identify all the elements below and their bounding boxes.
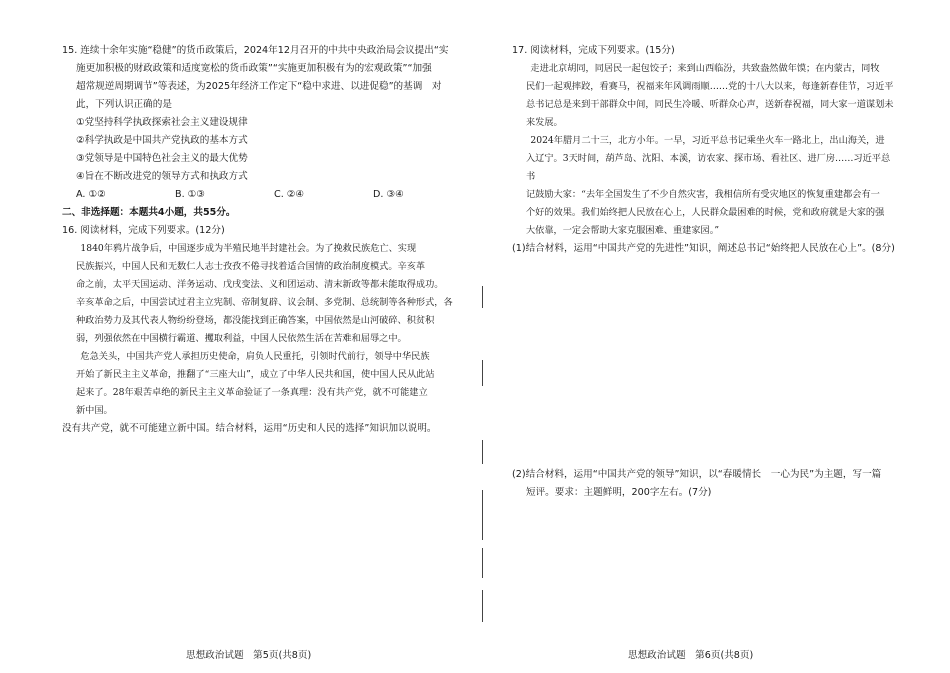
material-line: 走进北京胡同，同居民一起包饺子；来到山西临汾，共致盎然做年馍；在内蒙古，同牧 (530, 63, 880, 74)
material-line: 弱，列强依然在中国横行霸道、攫取利益，中国人民依然生活在苦难和屈辱之中。 (76, 333, 407, 344)
section-heading: 二、非选择题：本题共4小题，共55分。 (62, 207, 236, 218)
q17-material (512, 60, 898, 240)
divider-segment (482, 548, 483, 578)
choice-b: B. ①③ (175, 189, 205, 200)
question-17 (512, 42, 898, 502)
choice-a: A. ①② (76, 189, 106, 200)
q15-line: 15. 连续十余年实施“稳健”的货币政策后，2024年12月召开的中共中央政治局会议提出“实 (62, 45, 449, 56)
material-line: 民们一起观摔跤，看赛马，祝福来年风调雨顺……党的十八大以来，每逢新春佳节，习近平 (526, 81, 894, 92)
q15-choices (62, 186, 472, 204)
q16-heading: 16. 阅读材料，完成下列要求。(12分) (62, 225, 225, 236)
q15-line: 超常规逆周期调节”等表述，为2025年经济工作定下“稳中求进、以进促稳”的基调 对 (76, 81, 442, 92)
question-15 (62, 42, 472, 204)
q17-heading: 17. 阅读材料，完成下列要求。(15分) (512, 45, 675, 56)
divider-segment (482, 360, 483, 386)
q17-sub2-line: (2)结合材料，运用“中国共产党的领导”知识，以“春暖情长 一心为民”为主题，写一篇 (512, 469, 882, 480)
material-line: 总书记总是来到干部群众中间，同民生冷暖、听群众心声，送新春祝福，同大家一道谋划未 (526, 99, 894, 110)
choice-c: C. ②④ (274, 189, 304, 200)
material-line: 开始了新民主主义革命，推翻了“三座大山”，成立了中华人民共和国，使中国人民从此站 (76, 369, 435, 380)
q15-option: ①党坚持科学执政探索社会主义建设规律 (76, 117, 248, 128)
material-line: 命之前，太平天国运动、洋务运动、戊戌变法、义和团运动、清末新政等都未能取得成功。 (76, 279, 444, 290)
material-line: 辛亥革命之后，中国尝试过君主立宪制、帝制复辟、议会制、多党制、总统制等各种形式，各 (76, 297, 453, 308)
material-line: 个好的效果。我们始终把人民放在心上，人民群众最困难的时候，党和政府就是大家的强 (526, 207, 885, 218)
q15-line: 施更加积极的财政政策和适度宽松的货币政策”“实施更加积极有为的宏观政策”“加强 (76, 63, 432, 74)
q16-question: 没有共产党，就不可能建立新中国。结合材料，运用“历史和人民的选择”知识加以说明。 (62, 423, 437, 434)
answer-space-1 (512, 258, 898, 466)
q15-option: ②科学执政是中国共产党执政的基本方式 (76, 135, 248, 146)
material-line: 2024年腊月二十三，北方小年。一早，习近平总书记乘坐火车一路北上，出山海关，进 (530, 135, 885, 146)
material-line: 危急关头，中国共产党人承担历史使命，肩负人民重托，引领时代前行，领导中华民族 (80, 351, 430, 362)
question-16 (62, 222, 472, 438)
q17-sub2-line: 短评。要求：主题鲜明，200字左右。(7分) (526, 487, 712, 498)
q15-line: 此，下列认识正确的是 (76, 99, 172, 110)
material-line: 种政治势力及其代表人物纷纷登场，都没能找到正确答案，中国依然是山河破碎、积贫积 (76, 315, 435, 326)
material-line: 1840年鸦片战争后，中国逐步成为半殖民地半封建社会。为了挽救民族危亡、实现 (80, 243, 417, 254)
page-footer-right: 思想政治试题 第6页(共8页) (628, 650, 754, 661)
right-page (512, 42, 898, 502)
divider-segment (482, 590, 483, 622)
material-line: 新中国。 (76, 405, 113, 416)
material-line: 民族振兴，中国人民和无数仁人志士孜孜不倦寻找着适合国情的政治制度模式。辛亥革 (76, 261, 426, 272)
material-line: 来发展。 (526, 117, 563, 128)
left-page (62, 42, 472, 438)
material-line: 记鼓励大家：“去年全国发生了不少自然灾害，我相信所有受灾地区的恢复重建都会有一 (526, 189, 880, 200)
material-line: 入辽宁。3天时间，葫芦岛、沈阳、本溪，访农家、探市场、看社区、进厂房……习近平总书 (526, 153, 891, 182)
q15-option: ④旨在不断改进党的领导方式和执政方式 (76, 171, 248, 182)
divider-segment (482, 440, 483, 464)
divider-segment (482, 286, 483, 308)
divider-segment (482, 490, 483, 540)
q16-material (62, 240, 472, 420)
page-footer-left: 思想政治试题 第5页(共8页) (186, 650, 312, 661)
q17-sub1: (1)结合材料，运用“中国共产党的先进性”知识，阐述总书记“始终把人民放在心上”。(8分) (512, 243, 895, 254)
choice-d: D. ③④ (373, 189, 404, 200)
q15-option: ③党领导是中国特色社会主义的最大优势 (76, 153, 248, 164)
material-line: 起来了。28年艰苦卓绝的新民主主义革命验证了一条真理：没有共产党，就不可能建立 (76, 387, 428, 398)
material-line: 大依靠，一定会帮助大家克服困难、重建家园。” (526, 225, 720, 236)
